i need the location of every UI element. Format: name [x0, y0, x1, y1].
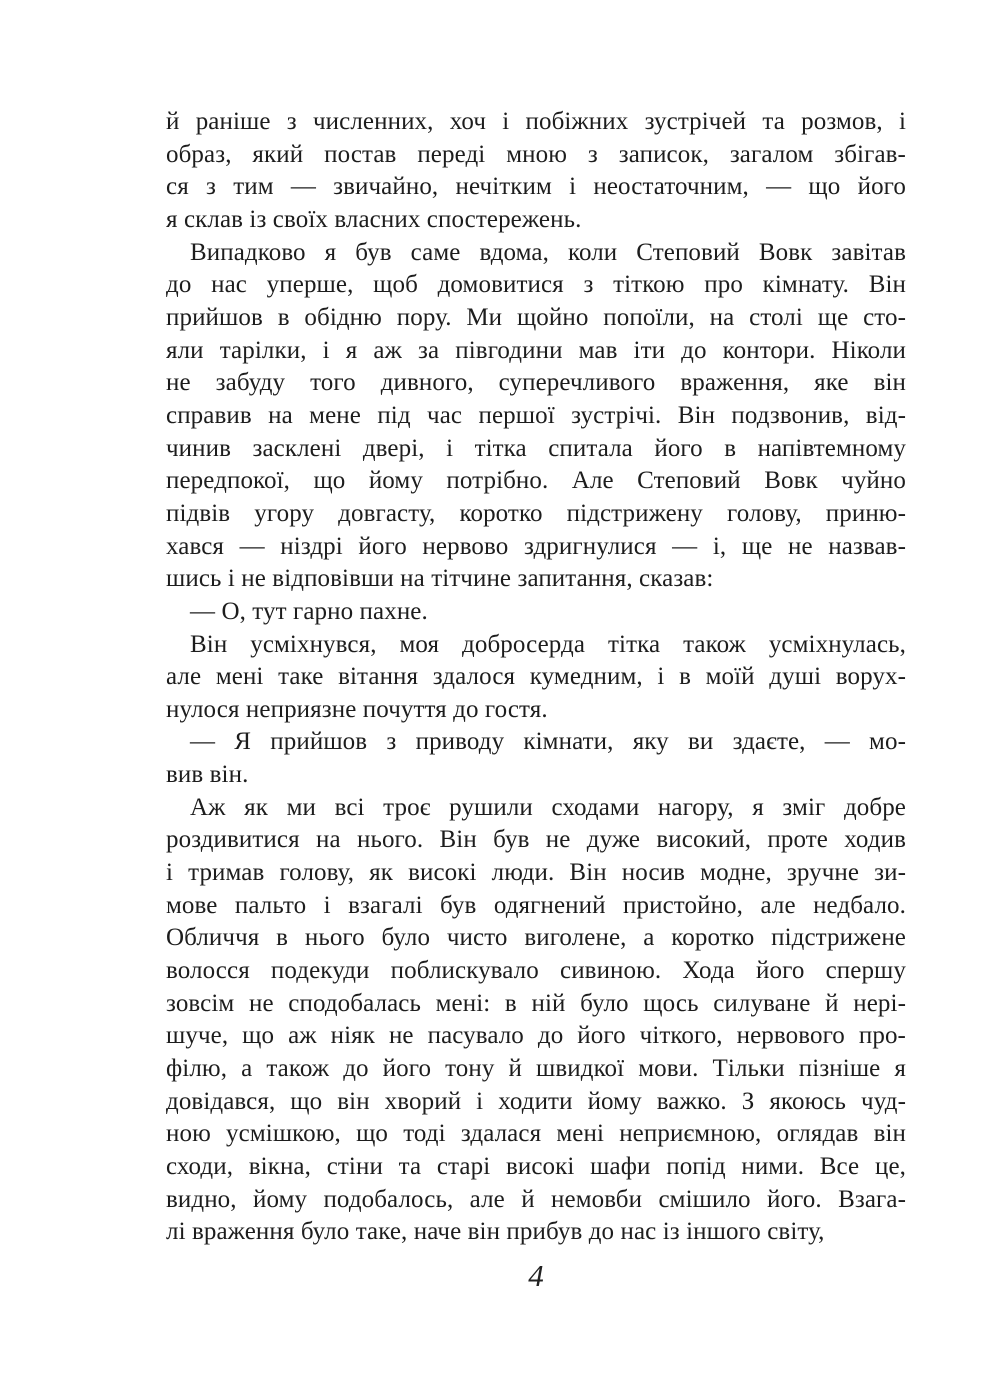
text-line: не забуду того дивного, суперечливого враження, яке він — [166, 369, 906, 397]
text-line: до нас уперше, щоб домовитися з тіткою про кімнату. Він — [166, 271, 906, 299]
text-line: волосся подекуди поблискувало сивиною. Хода його спершу — [166, 957, 906, 985]
text-line: прийшов в обідню пору. Ми щойно попоїли, на столі ще сто- — [166, 303, 906, 331]
text-line: видно, йому подобалось, але й немовби смішило його. Взага- — [166, 1185, 906, 1213]
text-line: лі враження було таке, наче він прибув до нас із іншого світу, — [166, 1218, 825, 1246]
text-line: я склав із своїх власних спостережень. — [166, 205, 582, 233]
text-line: і тримав голову, як високі люди. Він носив модне, зручне зи- — [166, 859, 906, 887]
text-line: роздивитися на нього. Він був не дуже високий, проте ходив — [166, 826, 906, 854]
text-line: довідався, що він хворий і ходити йому важко. З якоюсь чуд- — [166, 1087, 906, 1115]
text-line: шуче, що аж ніяк не пасувало до його чіткого, нервового про- — [166, 1022, 906, 1050]
text-line: й раніше з численних, хоч і побіжних зустрічей та розмов, і — [166, 108, 906, 135]
text-line: Аж як ми всі троє рушили сходами нагору, я зміг добре — [190, 793, 906, 821]
text-line: ся з тим — звичайно, нечітким і неостаточним, — що його — [166, 173, 906, 201]
text-line: передпокої, що йому потрібно. Але Степовий Вовк чуйно — [166, 467, 906, 495]
text-line: Обличчя в нього було чисто виголене, а коротко підстрижене — [166, 924, 906, 952]
text-line: шись і не відповівши на тітчине запитання, сказав: — [166, 565, 714, 593]
text-line: Він усміхнувся, моя добросерда тітка також усміхнулась, — [190, 630, 906, 658]
text-line: чинив засклені двері, і тітка спитала його в напівтемному — [166, 434, 906, 462]
text-line: ною усмішкою, що тоді здалася мені неприємною, оглядав він — [166, 1120, 906, 1148]
text-line: підвів угору довгасту, коротко підстрижену голову, приню- — [166, 499, 906, 527]
text-line: сходи, вікна, стіни та старі високі шафи попід ними. Все це, — [166, 1153, 906, 1180]
text-block — [166, 106, 906, 1249]
text-line: яли тарілки, і я аж за півгодини мав іти до контори. Ніколи — [166, 336, 906, 364]
text-line: зовсім не сподобалась мені: в ній було щось силуване й нері- — [166, 989, 906, 1017]
text-line: справив на мене під час першої зустрічі. Він подзвонив, від- — [166, 401, 906, 429]
text-line: — О, тут гарно пахне. — [190, 597, 428, 625]
text-line: мове пальто і взагалі був одягнений пристойно, але недбало. — [166, 891, 906, 919]
text-line: нулося неприязне почуття до гостя. — [166, 695, 548, 723]
text-line: — Я прийшов з приводу кімнати, яку ви здаєте, — мо- — [190, 728, 906, 756]
text-line: вив він. — [166, 761, 249, 789]
text-line: хався — ніздрі його нервово здригнулися — і, ще не назвав- — [166, 532, 906, 560]
page-number: 4 — [528, 1258, 544, 1293]
text-line: філю, а також до його тону й швидкої мови. Тільки пізніше я — [166, 1055, 906, 1083]
text-line: образ, який постав переді мною з записок, загалом збігав- — [166, 140, 906, 168]
text-line: Випадково я був саме вдома, коли Степовий Вовк завітав — [190, 238, 906, 266]
text-line: але мені таке вітання здалося кумедним, і в моїй душі ворух- — [166, 663, 906, 691]
